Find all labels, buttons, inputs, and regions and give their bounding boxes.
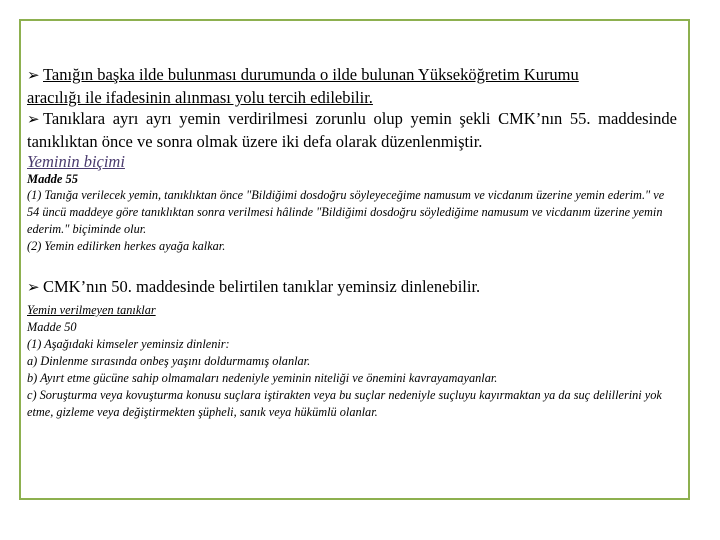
bullet-1-underlined: Tanığın başka ilde bulunması durumunda o ilde bulunan Yükseköğretim Kurumu <box>43 65 579 84</box>
madde-50-a: a) Dinlenme sırasında onbeş yaşını doldurmamış olanlar. <box>27 354 311 368</box>
madde-50-c: c) Soruşturma veya kovuşturma konusu suçlara iştirakten veya bu suçlar nedeniyle suçluyu kayırmaktan ya da suç delillerini yok etme, gizleme veya değiştirmekten şüpheli, sanık veya hükümlü olanlar. <box>27 388 662 419</box>
bullet-2-text: Tanıklara ayrı ayrı yemin verdirilmesi zorunlu olup yemin şekli CMK’nın 55. maddesinde tanıklıktan önce ve sonra olmak üzere iki defa olarak düzenlenmiştir. <box>27 109 677 151</box>
arrow-bullet-icon: ➢ <box>27 112 40 128</box>
madde-50-p1: (1) Aşağıdaki kimseler yeminsiz dinlenir: <box>27 337 230 351</box>
bullet-3 <box>27 276 677 299</box>
madde-55-p2: (2) Yemin edilirken herkes ayağa kalkar. <box>27 239 226 253</box>
oath-heading: Yeminin biçimi <box>27 152 125 171</box>
bullet-1-rest: aracılığı ile ifadesinin alınması yolu tercih edilebilir. <box>27 88 373 107</box>
madde-50-heading: Yemin verilmeyen tanıklar <box>27 303 156 317</box>
madde-55-p1: (1) Tanığa verilecek yemin, tanıklıktan önce "Bildiğimi dosdoğru söyleyeceğime namusum ve vicdanım üzerine yemin ederim." ve 54 üncü maddeye göre tanıklıktan sonra verilmesi hâlinde "Bildiğimi dosdoğru söylediğime namusum ve vicdanım üzerine yemin ederim." biçiminde olur. <box>27 188 665 236</box>
bullet-3-text: CMK’nın 50. maddesinde belirtilen tanıklar yeminsiz dinlenebilir. <box>43 277 481 296</box>
madde-55-title: Madde 55 <box>27 172 79 186</box>
spacer <box>27 255 677 276</box>
arrow-bullet-icon: ➢ <box>27 280 40 296</box>
slide-content <box>27 64 677 421</box>
madde-50-title: Madde 50 <box>27 320 77 334</box>
arrow-bullet-icon: ➢ <box>27 68 40 84</box>
bullet-1 <box>27 64 677 108</box>
madde-50-b: b) Ayırt etme gücüne sahip olmamaları nedeniyle yeminin niteliği ve önemini kavrayamayanlar. <box>27 371 498 385</box>
bullet-2 <box>27 108 677 152</box>
